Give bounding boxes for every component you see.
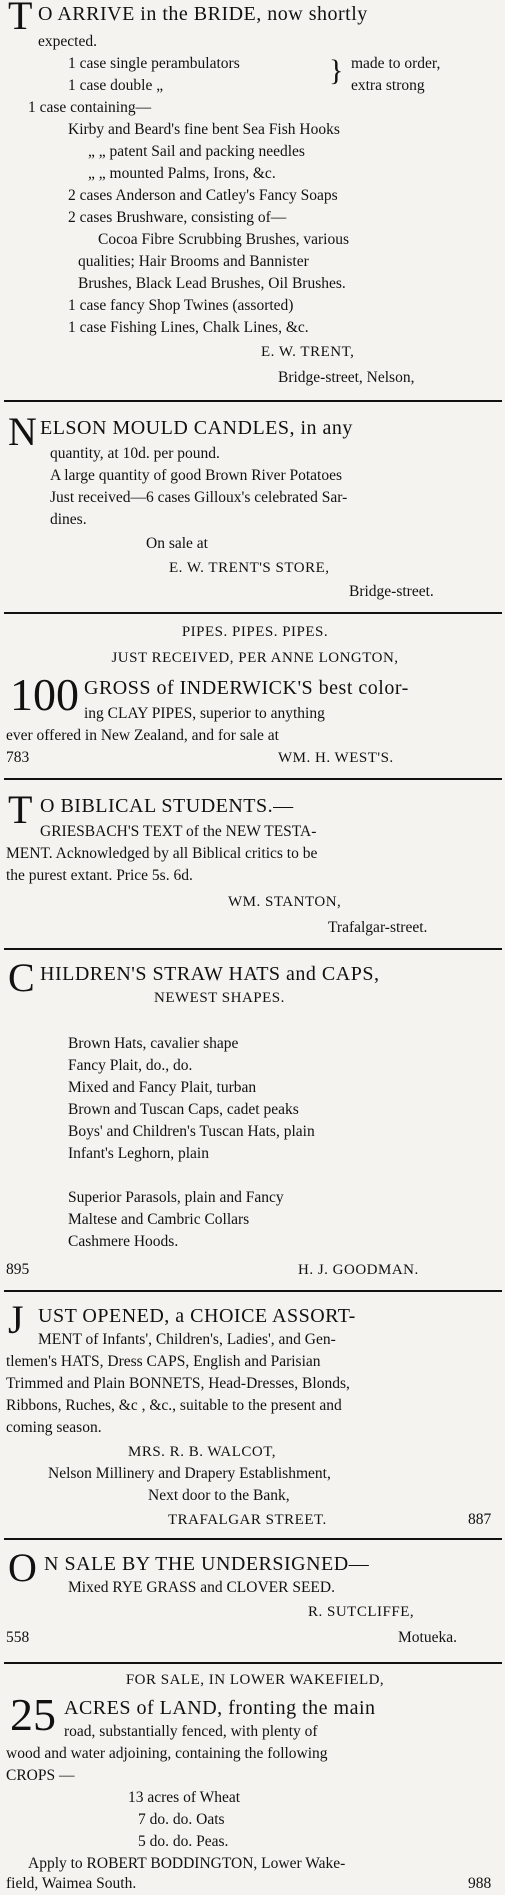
ad1-line-3: 1 case containing— [28, 99, 152, 116]
ad3-title: PIPES. PIPES. PIPES. [181, 624, 329, 640]
ad7-initial: O [8, 1545, 37, 1590]
ad1-brace-text-2: extra strong [351, 77, 425, 94]
column-rule [4, 400, 502, 402]
ad1-line-9: Cocoa Fibre Scrubbing Brushes, various [98, 231, 349, 248]
ad1-line-4: Kirby and Beard's fine bent Sea Fish Hooks [68, 121, 340, 138]
ad8-number: 988 [468, 1875, 492, 1892]
ad5-item2-0: Superior Parasols, plain and Fancy [68, 1189, 284, 1206]
ad3-initial: 100 [10, 669, 79, 720]
ad-biblical-students [6, 788, 504, 948]
ad1-line-2: 1 case double „ [68, 77, 164, 94]
ad6-headline: UST OPENED, a CHOICE ASSORT- [38, 1305, 356, 1327]
ad1-line-7: 2 cases Anderson and Catley's Fancy Soaps [68, 187, 338, 204]
ad2-on-sale: On sale at [146, 535, 208, 552]
column-rule [4, 612, 502, 614]
ad2-address: Bridge-street. [349, 583, 434, 600]
ad-clay-pipes [6, 622, 504, 782]
ad5-item2-2: Cashmere Hoods. [68, 1233, 179, 1250]
ad5-headline: HILDREN'S STRAW HATS and CAPS, [40, 963, 380, 985]
ad1-line-10: qualities; Hair Brooms and Bannister [78, 253, 309, 270]
ad4-initial: T [8, 787, 33, 832]
ad8-line-4: CROPS — [6, 1767, 75, 1784]
ad5-item-2: Mixed and Fancy Plait, turban [68, 1079, 257, 1096]
ad1-line-0: expected. [38, 33, 97, 50]
ad7-headline: N SALE BY THE UNDERSIGNED— [44, 1553, 370, 1575]
ad-childrens-hats [6, 955, 504, 1288]
ad8-crop-1: 7 do. do. Oats [138, 1811, 225, 1828]
ad5-item-3: Brown and Tuscan Caps, cadet peaks [68, 1101, 299, 1118]
ad3-subtitle: JUST RECEIVED, PER ANNE LONGTON, [111, 650, 399, 666]
ad5-item-4: Boys' and Children's Tuscan Hats, plain [68, 1123, 315, 1140]
ad1-line-1: 1 case single perambulators [68, 55, 240, 72]
ad2-line-3: dines. [50, 511, 87, 528]
column-rule [4, 1538, 502, 1540]
ad8-line-1: ACRES of LAND, fronting the main [64, 1697, 376, 1719]
ad5-item-0: Brown Hats, cavalier shape [68, 1035, 239, 1052]
ad6-signer: MRS. R. B. WALCOT, [128, 1444, 277, 1460]
ad4-headline: O BIBLICAL STUDENTS.— [40, 795, 294, 817]
ad2-store: E. W. TRENT'S STORE, [169, 560, 330, 576]
ad8-title: FOR SALE, IN LOWER WAKEFIELD, [125, 1672, 385, 1688]
ad4-line-1: MENT. Acknowledged by all Biblical critics to be [6, 845, 318, 862]
ad2-headline: ELSON MOULD CANDLES, in any [40, 417, 353, 439]
ad-nelson-candles [6, 408, 504, 608]
ad3-signer: WM. H. WEST'S. [278, 750, 394, 766]
ad2-line-1: A large quantity of good Brown River Potatoes [50, 467, 343, 484]
ad4-address: Trafalgar-street. [328, 919, 428, 936]
ad6-initial: J [8, 1297, 24, 1342]
ad7-line-1: Mixed RYE GRASS and CLOVER SEED. [68, 1579, 335, 1596]
ad5-number: 895 [6, 1261, 30, 1278]
column-rule [4, 1290, 502, 1292]
ad5-subheadline: NEWEST SHAPES. [154, 990, 285, 1006]
ad7-place: Motueka. [398, 1629, 457, 1646]
ad6-line-1: tlemen's HATS, Dress CAPS, English and Parisian [6, 1353, 321, 1370]
ad4-line-2: the purest extant. Price 5s. 6d. [6, 867, 193, 884]
ad1-signer: E. W. TRENT, [261, 344, 355, 360]
ad8-line-3: wood and water adjoining, containing the following [6, 1745, 328, 1762]
column-rule [4, 1662, 502, 1664]
ad6-line-3: Ribbons, Ruches, &c , &c., suitable to the present and [6, 1397, 342, 1414]
ad2-line-2: Just received—6 cases Gilloux's celebrated Sar- [50, 489, 348, 506]
ad5-initial: C [8, 955, 35, 1000]
ad-on-sale-seed [6, 1546, 504, 1662]
ad8-line-2: road, substantially fenced, with plenty of [64, 1723, 318, 1740]
ad3-number: 783 [6, 749, 30, 766]
ad1-headline: O ARRIVE in the BRIDE, now shortly [38, 3, 368, 25]
ad1-line-11: Brushes, Black Lead Brushes, Oil Brushes. [78, 275, 346, 292]
ad1-line-6: „ „ mounted Palms, Irons, &c. [88, 165, 276, 182]
ad8-apply: Apply to ROBERT BODDINGTON, Lower Wake- [28, 1855, 346, 1872]
ad6-street: TRAFALGAR STREET. [168, 1512, 327, 1528]
ad5-item2-1: Maltese and Cambric Collars [68, 1211, 250, 1228]
ad7-signer: R. SUTCLIFFE, [308, 1604, 415, 1620]
ad3-line-2: ing CLAY PIPES, superior to anything [84, 705, 325, 722]
ad1-line-13: 1 case Fishing Lines, Chalk Lines, &c. [68, 319, 309, 336]
ad4-signer: WM. STANTON, [228, 894, 342, 910]
ad-bride-arrival [6, 2, 504, 400]
ad6-estab: Nelson Millinery and Drapery Establishment, [48, 1465, 331, 1482]
ad5-item-1: Fancy Plait, do., do. [68, 1057, 193, 1074]
ad4-line-0: GRIESBACH'S TEXT of the NEW TESTA- [40, 823, 317, 840]
ad1-address: Bridge-street, Nelson, [278, 369, 415, 386]
ad8-apply-2: field, Waimea South. [6, 1875, 137, 1892]
ad-land-for-sale [6, 1670, 504, 1892]
ad2-initial: N [8, 409, 37, 454]
ad5-signer: H. J. GOODMAN. [298, 1262, 419, 1278]
ad-just-opened [6, 1297, 504, 1540]
ad1-line-8: 2 cases Brushware, consisting of— [68, 209, 287, 226]
column-rule [4, 778, 502, 780]
ad3-line-3: ever offered in New Zealand, and for sale at [6, 727, 279, 744]
ad8-initial: 25 [10, 1689, 56, 1740]
column-rule [4, 948, 502, 950]
ad6-line-2: Trimmed and Plain BONNETS, Head-Dresses, Blonds, [6, 1375, 350, 1392]
brace-glyph: } [329, 54, 344, 87]
ad8-crop-0: 13 acres of Wheat [128, 1789, 241, 1806]
ad1-line-5: „ „ patent Sail and packing needles [88, 143, 305, 160]
ad8-crop-2: 5 do. do. Peas. [138, 1833, 229, 1850]
ad6-line-4: coming season. [6, 1419, 102, 1436]
ad2-line-0: quantity, at 10d. per pound. [50, 445, 220, 462]
ad7-number: 558 [6, 1629, 30, 1646]
ad3-line-1: GROSS of INDERWICK'S best color- [84, 677, 409, 699]
ad6-next-door: Next door to the Bank, [148, 1487, 290, 1504]
ad1-brace-text-1: made to order, [351, 55, 441, 72]
ad5-item-5: Infant's Leghorn, plain [68, 1145, 209, 1162]
ad6-number: 887 [468, 1511, 492, 1528]
ad6-line-0: MENT of Infants', Children's, Ladies', and Gen- [38, 1331, 336, 1348]
ad1-initial: T [8, 0, 33, 38]
ad1-line-12: 1 case fancy Shop Twines (assorted) [68, 297, 294, 314]
